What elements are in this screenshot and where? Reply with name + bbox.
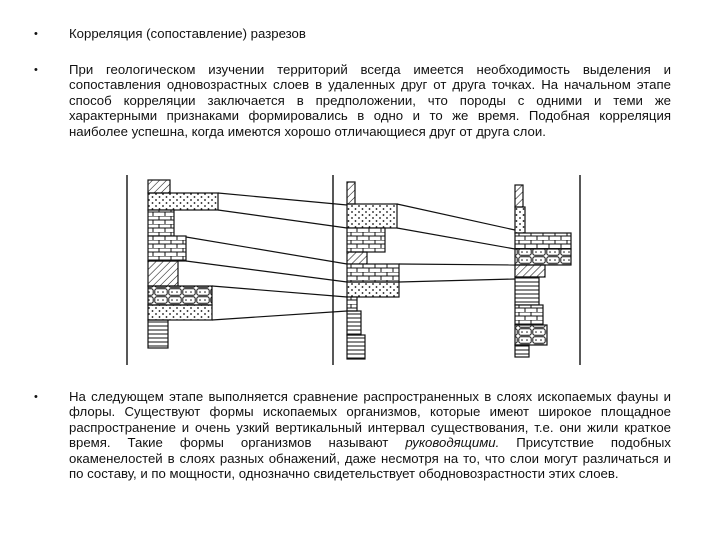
bullet-marker: •: [34, 28, 38, 40]
paragraph-text: Присутствие подобных окаменелостей в слоях разных обнажений, даже несмотря на то, что слои могут различаться и по составу, и по мощности, однозначно свидетельствует ободновозрастности этих слоев.: [69, 435, 671, 482]
bullet-marker: •: [34, 64, 38, 76]
paragraph-text: На следующем этапе выполняется сравнение распространенных в слоях ископаемых фауны и флоры. Существуют формы ископаемых организмов, которые имеют широкое площадное распространение и очень узкий вертикальный интервал существования, т.е. они жили краткое время. Такие формы организмов называют: [69, 389, 671, 451]
emphasized-term: руководящими.: [405, 435, 500, 451]
stratigraphic-column-3: [515, 185, 571, 357]
slide-title: Корреляция (сопоставление) разрезов: [69, 26, 306, 41]
paragraph-correlation: При геологическом изучении территорий всегда имеется необходимость выделения и сопоставления одновозрастных слоев в удаленных друг от друга точках. На начальном этапе способ корреляции заключается в предположении, что породы с одними и теми же характерными признаками формировались в одно и то же время. Подобная корреляция наиболее успешна, когда имеются хорошо отличающиеся друг от друга слои.: [69, 62, 671, 139]
stratigraphic-column-2: [347, 182, 399, 359]
paragraph-fossils: [69, 389, 671, 481]
bullet-marker: •: [34, 391, 38, 403]
